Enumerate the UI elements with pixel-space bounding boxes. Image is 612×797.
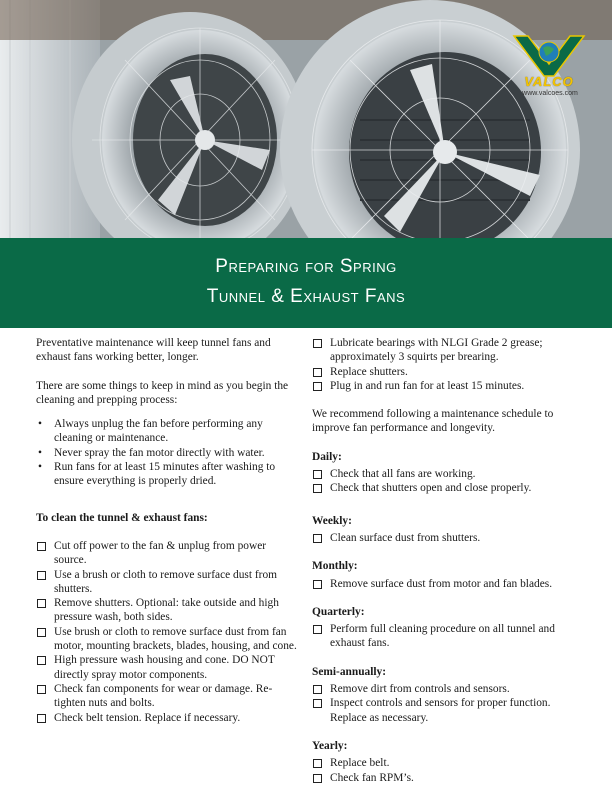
checklist-item-label: Replace belt. (330, 757, 390, 770)
cleaning-heading: To clean the tunnel & exhaust fans: (36, 511, 208, 524)
checklist-item-label: Perform full cleaning procedure on all tunnel and exhaust fans. (330, 623, 555, 650)
cleaning-checklist (36, 539, 298, 725)
checklist-item-label: Inspect controls and sensors for proper function. Replace as necessary. (330, 697, 551, 724)
left-column (36, 336, 298, 725)
hero-photo (0, 0, 612, 238)
checkbox-icon[interactable] (313, 774, 322, 783)
schedule-quarterly (312, 605, 578, 651)
checklist-item-label: Remove surface dust from motor and fan blades. (330, 577, 553, 590)
intro-paragraph-2: There are some things to keep in mind as you begin the cleaning and prepping process: (36, 379, 289, 406)
checklist-item-label: Check belt tension. Replace if necessary. (54, 711, 241, 724)
checklist-item (312, 771, 578, 785)
checklist-item-label: Lubricate bearings with NLGI Grade 2 grease; approximately 3 squirts per brearing. (330, 337, 543, 364)
checkbox-icon[interactable] (313, 685, 322, 694)
checkbox-icon[interactable] (313, 484, 322, 493)
schedule-weekly (312, 514, 578, 546)
intro-paragraph-1: Preventative maintenance will keep tunnel fans and exhaust fans working better, longer. (36, 337, 271, 364)
cleaning-checklist-continued (312, 336, 578, 393)
checkbox-icon[interactable] (37, 628, 46, 637)
checkbox-icon[interactable] (313, 625, 322, 634)
checklist-item (312, 696, 578, 725)
checklist-item (312, 467, 578, 481)
safety-bullet-list (36, 417, 298, 488)
checklist-item-label: Check that shutters open and close properly. (330, 482, 532, 495)
schedule-heading: Daily: (312, 450, 342, 463)
checkbox-icon[interactable] (313, 534, 322, 543)
checklist-item-label: Clean surface dust from shutters. (330, 531, 481, 544)
checkbox-icon[interactable] (313, 470, 322, 479)
checklist-item (312, 682, 578, 696)
checkbox-icon[interactable] (37, 542, 46, 551)
logo-wordmark: VALCO (524, 74, 574, 89)
schedule-heading: Quarterly: (312, 605, 365, 618)
checklist-item-label: Check that all fans are working. (330, 468, 476, 481)
checklist-item (312, 622, 578, 651)
checklist-item (36, 711, 298, 725)
checklist-item-label: Cut off power to the fan & unplug from power source. (54, 539, 267, 567)
checklist-item (36, 539, 298, 568)
checklist-item (36, 682, 298, 711)
checklist-item-label: Check fan components for wear or damage. Re-tighten nuts and bolts. (54, 682, 273, 710)
valco-logo (508, 32, 590, 102)
checklist-item (312, 531, 578, 545)
schedule-heading: Weekly: (312, 514, 352, 527)
checklist-item-label: Remove shutters. Optional: take outside and high pressure wash, both sides. (54, 597, 279, 624)
checklist-item-label: Check fan RPM’s. (330, 771, 414, 784)
checkbox-icon[interactable] (37, 656, 46, 665)
checklist-item (312, 365, 578, 379)
schedule-daily (312, 450, 578, 496)
schedule-checklist (312, 622, 578, 651)
schedule-heading: Yearly: (312, 739, 348, 752)
checkbox-icon[interactable] (313, 759, 322, 768)
checkbox-icon[interactable] (37, 599, 46, 608)
checklist-item (312, 336, 578, 365)
checklist-item (36, 596, 298, 625)
valco-logo-mark (508, 32, 590, 78)
checklist-item (312, 756, 578, 770)
title-line-2: Tunnel & Exhaust Fans (206, 286, 406, 307)
right-column (312, 336, 578, 797)
list-item: • Always unplug the fan before performing any cleaning or maintenance. (36, 417, 298, 446)
schedule-intro: We recommend following a maintenance schedule to improve fan performance and longevity. (312, 408, 554, 435)
title-banner (0, 238, 612, 328)
checklist-item-label: Use brush or cloth to remove surface dust from fan motor, mounting brackets, blades, housing, and cone. (54, 625, 297, 653)
schedule-checklist (312, 756, 578, 785)
schedule-semi-annually (312, 665, 578, 725)
schedule-checklist (312, 577, 578, 591)
logo-url[interactable]: www.valcoes.com (522, 90, 578, 97)
schedule-heading: Semi-annually: (312, 665, 387, 678)
checklist-item-label: Replace shutters. (330, 365, 408, 378)
checklist-item (36, 568, 298, 597)
checklist-item-label: Use a brush or cloth to remove surface dust from shutters. (54, 568, 278, 595)
checkbox-icon[interactable] (37, 685, 46, 694)
checkbox-icon[interactable] (313, 368, 322, 377)
checklist-item-label: Remove dirt from controls and sensors. (330, 683, 510, 696)
checkbox-icon[interactable] (313, 382, 322, 391)
checklist-item (312, 577, 578, 591)
checkbox-icon[interactable] (313, 699, 322, 708)
title-line-1: Preparing for Spring (215, 256, 397, 277)
checklist-item (36, 653, 298, 682)
list-item: • Run fans for at least 15 minutes after washing to ensure everything is properly dried. (36, 460, 298, 489)
checklist-item (312, 379, 578, 393)
checkbox-icon[interactable] (37, 714, 46, 723)
checkbox-icon[interactable] (313, 339, 322, 348)
checkbox-icon[interactable] (313, 580, 322, 589)
checklist-item (36, 625, 298, 654)
checklist-item-label: High pressure wash housing and cone. DO NOT directly spray motor components. (54, 654, 275, 681)
schedule-checklist (312, 682, 578, 725)
checklist-item (312, 481, 578, 495)
schedule-checklist (312, 531, 578, 545)
schedule-heading: Monthly: (312, 560, 358, 573)
schedule-yearly (312, 739, 578, 785)
checklist-item-label: Plug in and run fan for at least 15 minutes. (330, 379, 525, 392)
list-item: • Never spray the fan motor directly with water. (36, 446, 298, 460)
checkbox-icon[interactable] (37, 571, 46, 580)
schedule-checklist (312, 467, 578, 496)
schedule-monthly (312, 559, 578, 591)
